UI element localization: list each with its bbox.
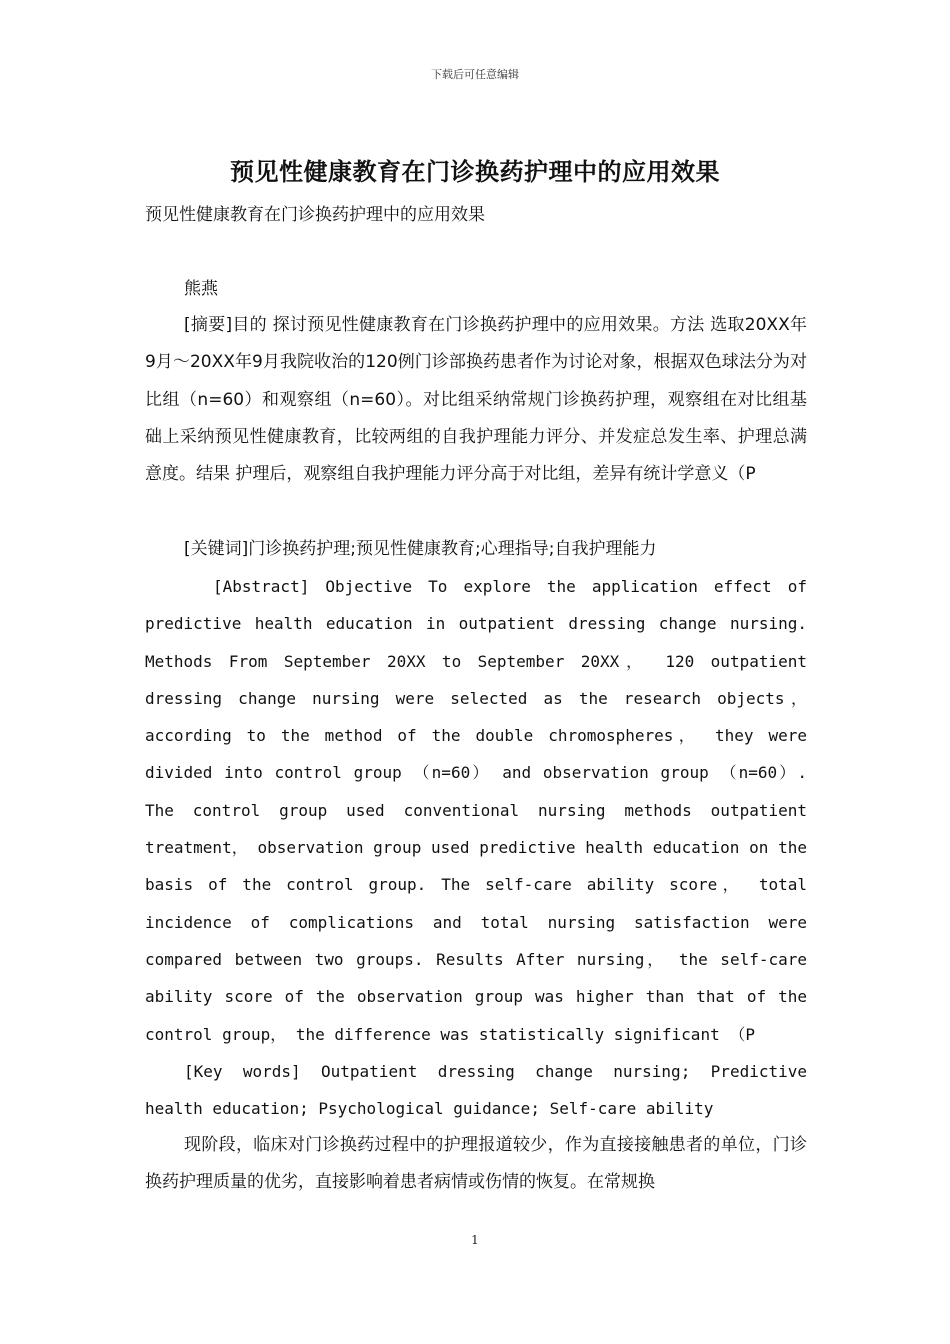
abstract-english: [Abstract] Objective To explore the application effect of predictive health education in outpatient dressing change nursing. Methods From September 20XX to September 20XX， 120 outpatient dressing change nursing were selected as the research objects， according to the method of the double chromospheres， they were divided into control group （n=60） and observation group （n=60）. The control group used conventional nursing methods outpatient treatment， observation group used predictive health education on the basis of the control group. The self-care ability score， total incidence of complications and total nursing satisfaction were compared between two groups. Results After nursing， the self-care ability score of the observation group was higher than that of the control group， the difference was statistically significant （P [145, 577, 807, 1044]
document-title: 预见性健康教育在门诊换药护理中的应用效果 [230, 158, 720, 186]
body-paragraph: 现阶段，临床对门诊换药过程中的护理报道较少，作为直接接触患者的单位，门诊换药护理质量的优劣，直接影响着患者病情或伤情的恢复。在常规换 [145, 1135, 807, 1193]
document-subtitle: 预见性健康教育在门诊换药护理中的应用效果 [145, 205, 485, 225]
page-number: 1 [471, 1233, 479, 1247]
keywords-chinese: [关键词]门诊换药护理;预见性健康教育;心理指导;自我护理能力 [184, 539, 657, 559]
abstract-chinese: [摘要]目的 探讨预见性健康教育在门诊换药护理中的应用效果。方法 选取20XX年9月～20XX年9月我院收治的120例门诊部换药患者作为讨论对象，根据双色球法分为对比组（n=60）和观察组（n=60）。对比组采纳常规门诊换药护理，观察组在对比组基础上采纳预见性健康教育，比较两组的自我护理能力评分、并发症总发生率、护理总满意度。结果 护理后，观察组自我护理能力评分高于对比组，差异有统计学意义（P [145, 315, 807, 485]
page-header-note: 下载后可任意编辑 [431, 68, 519, 81]
author-name: 熊燕 [184, 279, 218, 299]
keywords-english: [Key words] Outpatient dressing change nursing; Predictive health education; Psychological guidance; Self-care ability [145, 1062, 807, 1119]
